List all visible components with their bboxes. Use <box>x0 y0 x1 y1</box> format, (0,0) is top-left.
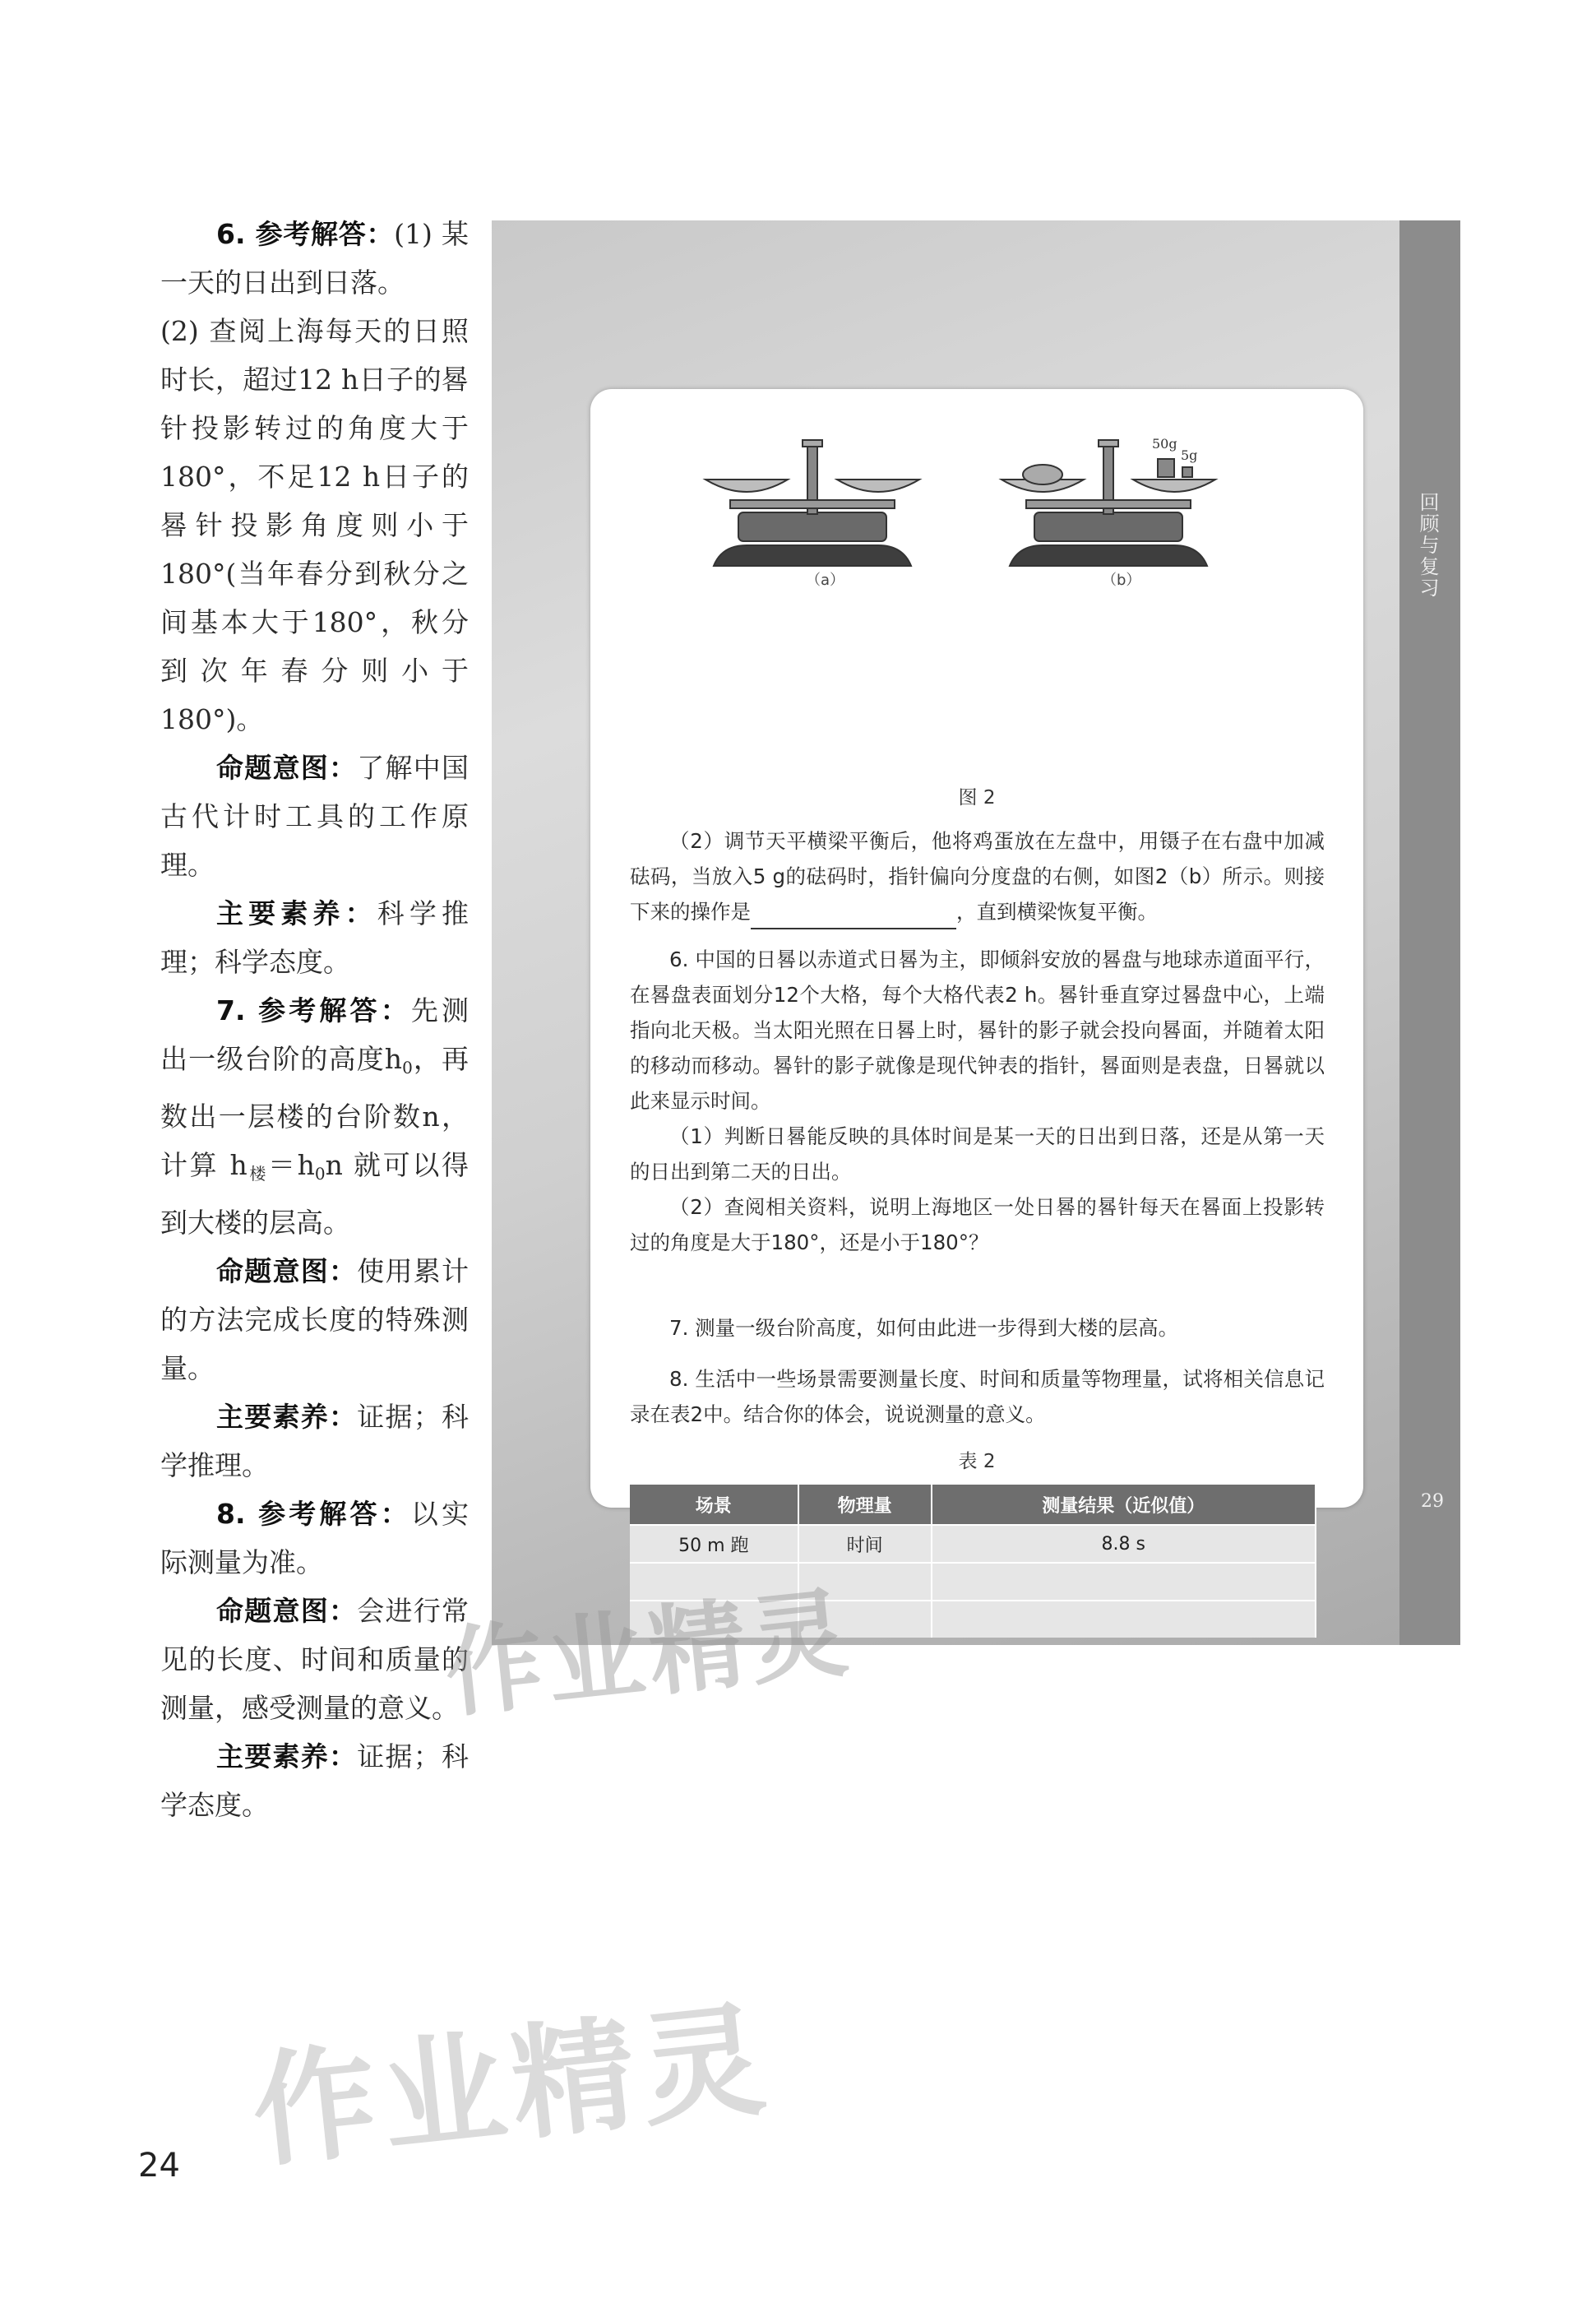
weight-50g-label: 50g <box>1152 436 1177 452</box>
table-cell: 时间 <box>798 1525 932 1563</box>
table-header-quantity: 物理量 <box>798 1485 932 1525</box>
textbook-page-image <box>492 220 1460 1645</box>
table-header-row <box>630 1485 1316 1525</box>
question-6-part1: （1）判断日晷能反映的具体时间是某一天的日出到日落，还是从第一天的日出到第二天的日出。 <box>630 1124 1325 1184</box>
figure-label-a: （a） <box>806 572 845 589</box>
table-header-scene: 场景 <box>630 1485 798 1525</box>
table-cell: 8.8 s <box>932 1525 1316 1563</box>
answer-7-literacy: 主要素养：证据；科学推理。 <box>160 1401 469 1481</box>
balance-figure <box>697 422 1273 586</box>
answer-6-intent: 命题意图：了解中国古代计时工具的工作原理。 <box>160 752 469 881</box>
watermark: 作业精灵 <box>440 1575 858 1731</box>
watermark: 作业精灵 <box>246 1988 778 2185</box>
weight-5g-label: 5g <box>1181 447 1198 463</box>
answer-8-intent: 命题意图：会进行常见的长度、时间和质量的测量，感受测量的意义。 <box>160 1595 469 1724</box>
balance-a-icon <box>705 440 919 566</box>
question-6-part2: （2）查阅相关资料，说明上海地区一处日晷的晷针每天在晷面上投影转过的角度是大于180°，还是小于180°？ <box>630 1195 1325 1254</box>
answer-8-literacy: 主要素养：证据；科学态度。 <box>160 1740 469 1821</box>
answer-6: 6. 参考解答：(1) 某一天的日出到日落。 <box>160 218 469 299</box>
figure-title: 图 2 <box>958 787 996 809</box>
question-2: （2）调节天平横梁平衡后，他将鸡蛋放在左盘中，用镊子在右盘中加减砝码，当放入5 g的砝码时，指针偏向分度盘的右侧，如图2（b）所示。则接下来的操作是 ，直到横梁恢复平衡。 <box>630 823 1325 929</box>
table-cell: 50 m 跑 <box>630 1525 798 1563</box>
answer-7-label: 7. 参考解答： <box>216 994 411 1026</box>
page-number: 24 <box>138 2147 180 2185</box>
table-cell <box>932 1601 1316 1638</box>
answer-6-literacy: 主要素养：科学推理；科学态度。 <box>160 897 470 978</box>
question-6-intro: 6. 中国的日晷以赤道式日晷为主，即倾斜安放的晷盘与地球赤道面平行，在晷盘表面划分12个大格，每个大格代表2 h。晷针垂直穿过晷盘中心，上端指向北天极。当太阳光照在日晷上时，晷针的影子就会投向晷面，并随着太阳的移动而移动。晷针的影子就像是现代钟表的指针，晷面则是表盘，日晷就以此来显示时间。 <box>630 948 1325 1113</box>
textbook-page-number: 29 <box>1421 1491 1444 1512</box>
answer-8-label: 8. 参考解答： <box>216 1498 411 1530</box>
table-row <box>630 1525 1316 1563</box>
answer-7-intent: 命题意图：使用累计的方法完成长度的特殊测量。 <box>160 1255 469 1384</box>
answer-7: 7. 参考解答：先测出一级台阶的高度h0，再数出一层楼的台阶数n，计算 h楼＝h0n 就可以得到大楼的层高。 <box>160 994 469 1239</box>
table-cell <box>932 1563 1316 1601</box>
table-header-result: 测量结果（近似值） <box>932 1485 1316 1525</box>
answer-8: 8. 参考解答：以实际测量为准。 <box>160 1498 469 1578</box>
answer-column <box>160 210 469 1829</box>
question-6 <box>630 942 1325 1260</box>
question-8: 8. 生活中一些场景需要测量长度、时间和质量等物理量，试将相关信息记录在表2中。结合你的体会，说说测量的意义。 <box>630 1367 1325 1426</box>
answer-6-part2: (2) 查阅上海每天的日照时长，超过12 h日子的晷针投影转过的角度大于180°，不足12 h日子的晷针投影角度则小于180°(当年春分到秋分之间基本大于180°，秋分到次年春分则小于180°)。 <box>160 315 469 735</box>
question-7: 7. 测量一级台阶高度，如何由此进一步得到大楼的层高。 <box>669 1316 1179 1340</box>
content-card <box>590 389 1363 1556</box>
chapter-strip <box>1399 220 1460 1645</box>
answer-blank <box>751 906 956 929</box>
chapter-title: 回顾与复习 <box>1416 492 1439 599</box>
figure-label-b: （b） <box>1102 572 1141 589</box>
answer-6-label: 6. 参考解答： <box>216 218 395 250</box>
table-title: 表 2 <box>958 1451 996 1472</box>
